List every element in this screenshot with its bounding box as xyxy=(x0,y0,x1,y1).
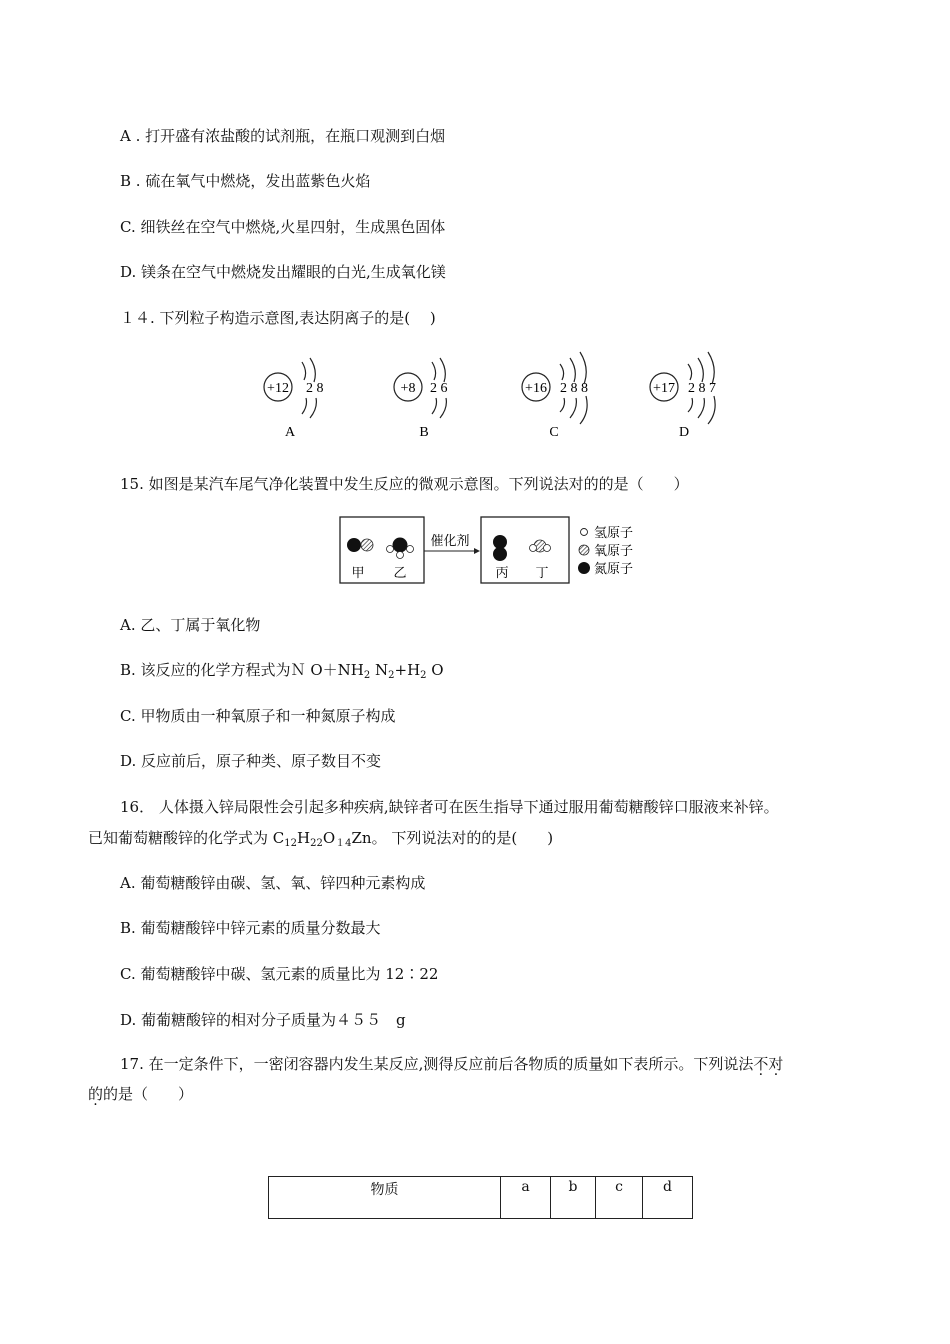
q16-option-b: B. 葡萄糖酸锌中锌元素的质量分数最大 xyxy=(120,919,381,937)
q15-option-d: D. 反应前后，原子种类、原子数目不变 xyxy=(120,752,382,770)
label-yi: 乙 xyxy=(393,565,407,580)
atomic-structure-diagrams xyxy=(258,350,738,446)
q15-option-b: B. 该反应的化学方程式为Ｎ $O+NH_2$ $N_2+H_2$ O xyxy=(120,661,444,681)
diagram-d-shells: 2 8 7 xyxy=(688,381,716,396)
table-header-substance: 物质 xyxy=(269,1177,501,1219)
diagram-a-nucleus: +12 xyxy=(267,381,289,396)
q16-option-c: C. 葡萄糖酸锌中碳、氢元素的质量比为 12∶22 xyxy=(120,965,439,983)
nitrogen-atom xyxy=(493,547,507,561)
diagram-d-nucleus: +17 xyxy=(653,381,675,396)
legend-hydrogen: 氢原子 xyxy=(594,525,634,540)
label-jia: 甲 xyxy=(351,565,365,580)
q16-stem-line2: 已知葡萄糖酸锌的化学式为 $C_{12}H_{22}O_{14}Zn$。 下列说法对的的是( ) xyxy=(88,829,554,849)
q14-stem: １４. 下列粒子构造示意图,表达阴离子的是( ) xyxy=(120,309,436,327)
table-header-b: b xyxy=(551,1177,596,1219)
diagram-c-nucleus: +16 xyxy=(525,381,547,396)
legend-nitrogen: 氮原子 xyxy=(594,561,634,576)
q15-option-a: A. 乙、丁属于氧化物 xyxy=(120,616,261,634)
table-header-a: a xyxy=(501,1177,551,1219)
diagram-b-label: B xyxy=(419,425,429,440)
q17-stem-line1: 17. 在一定条件下，一密闭容器内发生某反应,测得反应前后各物质的质量如下表所示。下列说法不对 xyxy=(120,1055,784,1073)
q13-option-b: B . 硫在氧气中燃烧，发出蓝紫色火焰 xyxy=(120,172,371,190)
q16-option-a: A. 葡萄糖酸锌由碳、氢、氧、锌四种元素构成 xyxy=(120,874,426,892)
oxygen-atom xyxy=(361,539,373,551)
legend-oxygen: 氧原子 xyxy=(594,543,634,558)
emphasis-dot: 对 xyxy=(768,1055,784,1073)
table-header-d: d xyxy=(643,1177,693,1219)
reaction-diagram xyxy=(338,515,648,587)
diagram-d-label: D xyxy=(678,425,690,440)
hydrogen-atom xyxy=(387,546,394,553)
diagram-a-label: A xyxy=(284,425,296,440)
nitrogen-atom xyxy=(347,538,361,552)
legend-hydrogen-icon xyxy=(581,529,588,536)
nitrogen-atom xyxy=(493,535,507,549)
diagram-a-shells: 2 8 xyxy=(306,381,324,396)
hydrogen-atom xyxy=(530,545,537,552)
hydrogen-atom xyxy=(544,545,551,552)
q13-option-d: D. 镁条在空气中燃烧发出耀眼的白光,生成氧化镁 xyxy=(120,263,446,281)
diagram-c xyxy=(522,352,588,440)
diagram-c-shells: 2 8 8 xyxy=(560,381,588,396)
products-box xyxy=(481,517,569,583)
emphasis-dot: 的 xyxy=(88,1085,104,1103)
table-header-c: c xyxy=(596,1177,643,1219)
nitrogen-atom xyxy=(393,538,408,553)
diagram-a xyxy=(264,358,324,440)
hydrogen-atom xyxy=(407,546,414,553)
q17-stem-line2: 的的是（ ） xyxy=(88,1085,194,1103)
hydrogen-atom xyxy=(397,552,404,559)
diagram-b xyxy=(394,358,448,440)
q16-stem-line1: 16． 人体摄入锌局限性会引起多种疾病,缺锌者可在医生指导下通过服用葡萄糖酸锌口服液来补锌。 xyxy=(120,798,779,816)
catalyst-label: 催化剂 xyxy=(430,533,470,548)
legend-oxygen-icon xyxy=(579,545,589,555)
mass-table xyxy=(268,1176,693,1219)
emphasis-dot: 不 xyxy=(753,1055,769,1073)
diagram-b-nucleus: +8 xyxy=(400,381,416,396)
label-ding: 丁 xyxy=(535,565,549,580)
diagram-c-label: C xyxy=(549,425,559,440)
label-bing: 丙 xyxy=(495,565,509,580)
q16-option-d: D. 葡葡糖酸锌的相对分子质量为４５５ g xyxy=(120,1011,406,1029)
q13-option-a: A . 打开盛有浓盐酸的试剂瓶，在瓶口观测到白烟 xyxy=(120,127,446,145)
legend-nitrogen-icon xyxy=(578,562,590,574)
table-row xyxy=(269,1177,693,1219)
q13-option-c: C. 细铁丝在空气中燃烧,火星四射，生成黑色固体 xyxy=(120,218,446,236)
diagram-b-shells: 2 6 xyxy=(430,381,448,396)
q15-stem: 15. 如图是某汽车尾气净化装置中发生反应的微观示意图。下列说法对的的是（ ） xyxy=(120,475,689,493)
diagram-d xyxy=(650,352,716,440)
q15-option-c: C. 甲物质由一种氧原子和一种氮原子构成 xyxy=(120,707,396,725)
